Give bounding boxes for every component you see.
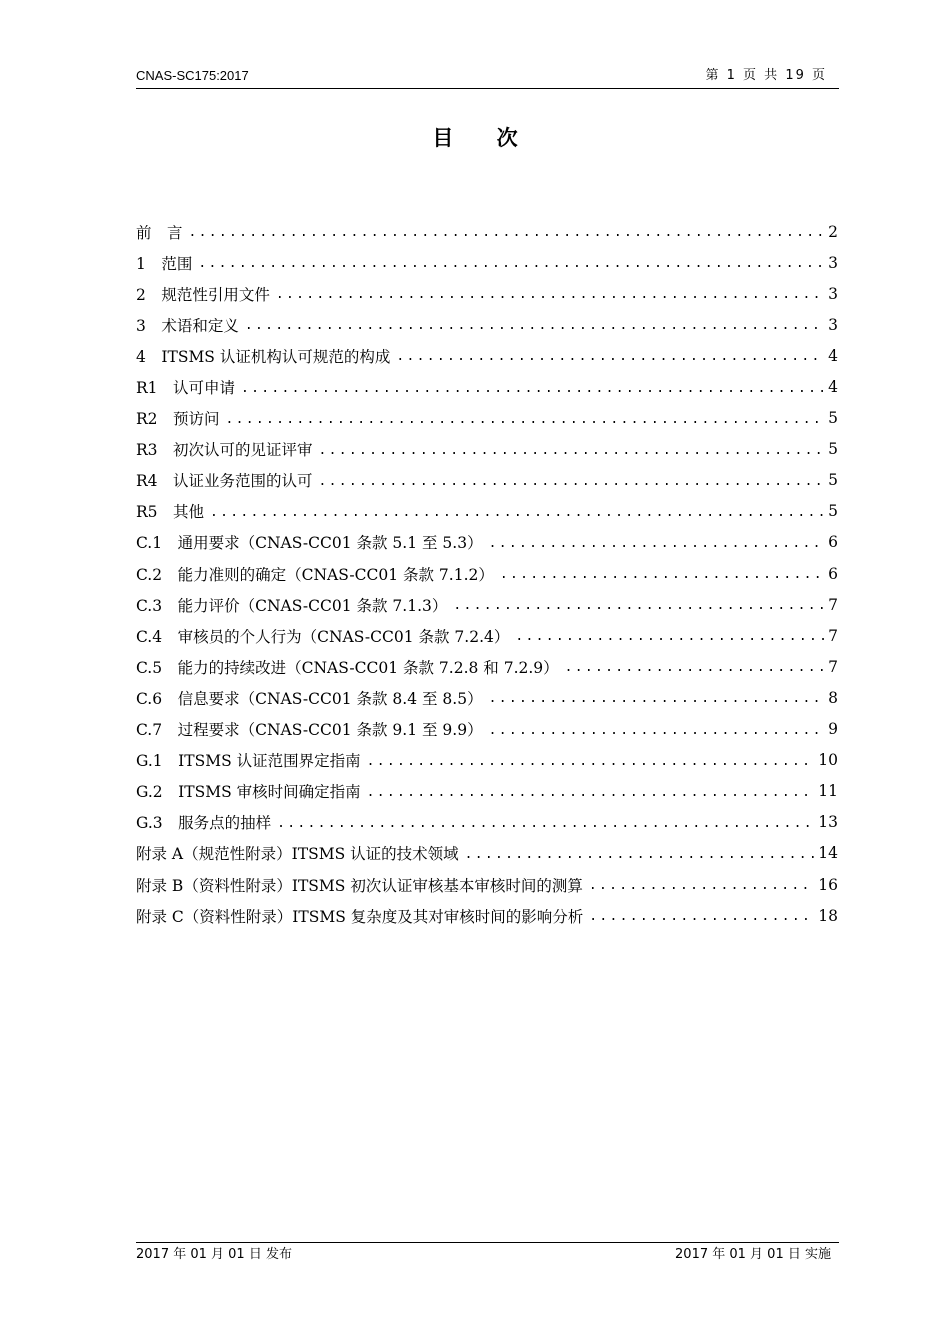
toc-dot-leader: [241, 381, 824, 396]
toc-entry-page-number: 5: [828, 471, 838, 490]
toc-entry-label: G.2 ITSMS 审核时间确定指南: [136, 783, 361, 802]
toc-dot-leader: [198, 256, 824, 271]
toc-entry-page-number: 7: [828, 595, 838, 614]
toc-entry-label: C.1 通用要求（CNAS-CC01 条款 5.1 至 5.3）: [136, 534, 483, 553]
toc-dot-leader: [319, 474, 824, 489]
toc-entry-page-number: 5: [828, 502, 838, 521]
toc-entry-label: R3 初次认可的见证评审: [136, 441, 313, 460]
toc-dot-leader: [277, 816, 814, 831]
table-of-contents: [136, 216, 838, 931]
toc-dot-leader: [276, 287, 824, 302]
toc-entry[interactable]: [136, 620, 838, 651]
document-code: CNAS-SC175:2017: [136, 68, 249, 83]
toc-dot-leader: [489, 536, 824, 551]
toc-entry-label: R2 预访问: [136, 410, 220, 429]
toc-dot-leader: [489, 691, 824, 706]
toc-entry-label: R5 其他: [136, 503, 205, 522]
toc-entry-page-number: 4: [828, 378, 838, 397]
toc-dot-leader: [367, 785, 815, 800]
toc-entry-page-number: 2: [828, 222, 838, 241]
toc-entry-label: 2 规范性引用文件: [136, 285, 270, 304]
toc-entry-label: R4 认证业务范围的认可: [136, 472, 313, 491]
toc-entry[interactable]: [136, 807, 838, 838]
toc-entry[interactable]: [136, 465, 838, 496]
toc-entry-page-number: 7: [828, 657, 838, 676]
page-header: [136, 66, 839, 89]
toc-entry-page-number: 11: [818, 782, 838, 801]
toc-dot-leader: [226, 412, 824, 427]
toc-entry-label: C.5 能力的持续改进（CNAS-CC01 条款 7.2.8 和 7.2.9）: [136, 658, 559, 677]
toc-dot-leader: [500, 567, 824, 582]
toc-entry[interactable]: [136, 776, 838, 807]
toc-entry[interactable]: [136, 651, 838, 682]
toc-entry[interactable]: [136, 434, 838, 465]
toc-entry[interactable]: [136, 558, 838, 589]
toc-entry[interactable]: [136, 247, 838, 278]
toc-entry-page-number: 6: [828, 533, 838, 552]
toc-entry-page-number: 7: [828, 626, 838, 645]
toc-dot-leader: [465, 847, 815, 862]
toc-dot-leader: [367, 754, 815, 769]
toc-entry-label: C.2 能力准则的确定（CNAS-CC01 条款 7.1.2）: [136, 565, 494, 584]
toc-entry-page-number: 5: [828, 409, 838, 428]
toc-entry-page-number: 3: [828, 315, 838, 334]
toc-entry[interactable]: [136, 496, 838, 527]
toc-entry[interactable]: [136, 714, 838, 745]
toc-entry-label: C.7 过程要求（CNAS-CC01 条款 9.1 至 9.9）: [136, 721, 483, 740]
toc-entry-page-number: 9: [828, 720, 838, 739]
toc-entry-page-number: 16: [818, 875, 838, 894]
toc-entry-page-number: 3: [828, 284, 838, 303]
toc-dot-leader: [589, 909, 814, 924]
toc-dot-leader: [319, 443, 824, 458]
toc-entry-label: C.4 审核员的个人行为（CNAS-CC01 条款 7.2.4）: [136, 627, 510, 646]
toc-entry-label: R1 认可申请: [136, 379, 236, 398]
toc-entry-label: C.3 能力评价（CNAS-CC01 条款 7.1.3）: [136, 596, 448, 615]
toc-entry[interactable]: [136, 527, 838, 558]
toc-dot-leader: [489, 723, 824, 738]
toc-entry-page-number: 5: [828, 440, 838, 459]
toc-dot-leader: [189, 225, 824, 240]
toc-entry[interactable]: [136, 589, 838, 620]
page-title: 目 次: [432, 126, 536, 150]
implement-date: 2017 年 01 月 01 日 实施: [675, 1247, 831, 1262]
toc-entry-label: 附录 A（规范性附录）ITSMS 认证的技术领域: [136, 845, 459, 864]
toc-entry[interactable]: [136, 216, 838, 247]
toc-entry-label: 4 ITSMS 认证机构认可规范的构成: [136, 347, 391, 366]
toc-dot-leader: [515, 629, 824, 644]
toc-entry[interactable]: [136, 278, 838, 309]
toc-entry-page-number: 8: [828, 688, 838, 707]
toc-entry-page-number: 3: [828, 253, 838, 272]
toc-dot-leader: [210, 505, 824, 520]
toc-entry[interactable]: [136, 869, 838, 900]
toc-entry-page-number: 6: [828, 564, 838, 583]
toc-entry[interactable]: [136, 340, 838, 371]
toc-entry-label: 附录 B（资料性附录）ITSMS 初次认证审核基本审核时间的测算: [136, 876, 583, 895]
toc-entry-label: 3 术语和定义: [136, 316, 239, 335]
toc-entry-page-number: 18: [818, 906, 838, 925]
toc-entry[interactable]: [136, 900, 838, 931]
toc-entry-page-number: 13: [818, 813, 838, 832]
toc-entry[interactable]: [136, 309, 838, 340]
toc-entry-label: G.3 服务点的抽样: [136, 814, 272, 833]
toc-entry[interactable]: [136, 682, 838, 713]
toc-entry-label: G.1 ITSMS 认证范围界定指南: [136, 752, 361, 771]
toc-entry[interactable]: [136, 838, 838, 869]
toc-dot-leader: [453, 598, 824, 613]
toc-entry[interactable]: [136, 745, 838, 776]
page-footer: [136, 1242, 839, 1269]
toc-entry-page-number: 14: [818, 844, 838, 863]
toc-entry[interactable]: [136, 371, 838, 402]
toc-entry-label: C.6 信息要求（CNAS-CC01 条款 8.4 至 8.5）: [136, 689, 483, 708]
toc-entry[interactable]: [136, 403, 838, 434]
toc-entry-label: 1 范围: [136, 254, 193, 273]
toc-entry-page-number: 10: [818, 751, 838, 770]
page-number-info: 第 1 页 共 19 页: [705, 68, 827, 83]
toc-entry-label: 附录 C（资料性附录）ITSMS 复杂度及其对审核时间的影响分析: [136, 907, 584, 926]
toc-entry-page-number: 4: [828, 346, 838, 365]
toc-dot-leader: [589, 878, 814, 893]
toc-entry-label: 前 言: [136, 223, 183, 242]
toc-dot-leader: [245, 318, 824, 333]
toc-dot-leader: [396, 349, 824, 364]
toc-dot-leader: [565, 660, 824, 675]
publish-date: 2017 年 01 月 01 日 发布: [136, 1247, 292, 1262]
